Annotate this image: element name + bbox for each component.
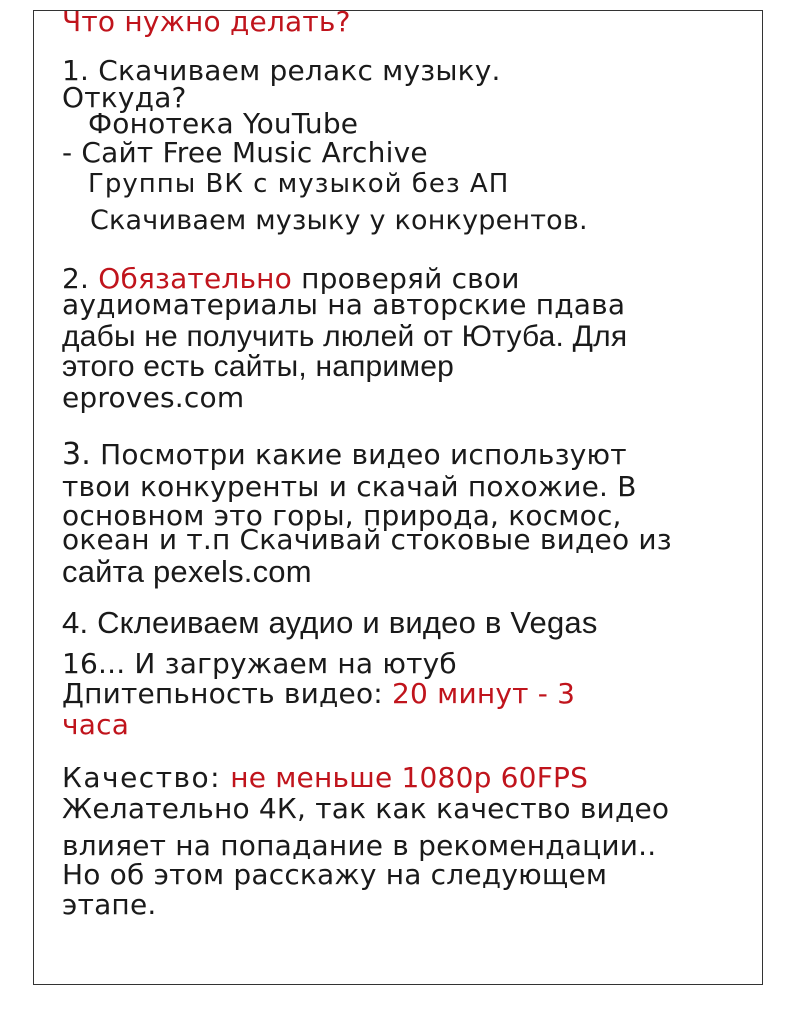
step4-duration-label: Дпитепьность видео: xyxy=(62,677,383,710)
step4-duration-value-cont: часа xyxy=(62,708,130,741)
step3-line-1 xyxy=(62,437,627,472)
step1-source-3: Группы ВК с музыкой без АП xyxy=(88,169,510,199)
step2-line1-rest: проверяй свои xyxy=(301,262,520,295)
quality-line-2: Желательно 4К, так как качество видео xyxy=(62,792,670,825)
step2-line-3: дабы не получить люлей от Ютуба. Для xyxy=(62,320,628,353)
quality-line-1 xyxy=(62,761,589,794)
step1-source-1: Фонотека YouTube xyxy=(88,107,359,140)
step1-source-2: - Сайт Free Music Archive xyxy=(62,136,428,169)
step3-number: 3. xyxy=(62,437,92,472)
step3-line-3: основном это горы, природа, космос, xyxy=(62,499,622,532)
step3-line1-rest: Посмотри какие видео используют xyxy=(100,438,627,471)
step4-duration-value: 20 минут - 3 xyxy=(392,677,576,710)
step3-line-2: твои конкуренты и скачай похожие. В xyxy=(62,470,637,503)
quality-line-5: этапе. xyxy=(62,888,157,921)
step1-where: Откуда? xyxy=(62,81,187,114)
step2-line-5: eproves.com xyxy=(62,381,245,414)
step1-source-4: Скачиваем музыку у конкурентов. xyxy=(90,205,588,236)
quality-line-4: Но об этом расскажу на следующем xyxy=(62,858,608,891)
step3-line-5: сайта pexels.com xyxy=(62,554,312,589)
step2-line-2: аудиоматериалы на авторские пдава xyxy=(62,288,626,321)
step1-title: 1. Скачиваем релакс музыку. xyxy=(62,54,501,87)
quality-value: не меньше 1080р 60FPS xyxy=(230,761,589,794)
step4-line-1: 4. Склеиваем аудио и видео в Vegas xyxy=(62,605,598,640)
slide-heading: Что нужно делать? xyxy=(62,5,351,38)
step4-duration-line xyxy=(62,677,576,710)
quality-label: Качество: xyxy=(62,761,222,794)
step2-line-4: этого есть сайты, например xyxy=(62,350,454,383)
quality-line-3: влияет на попадание в рекомендации.. xyxy=(62,829,657,862)
step3-line-4: океан и т.п Скачивай стоковые видео из xyxy=(62,523,672,556)
step2-number: 2. xyxy=(62,262,90,295)
step4-line-2: 16... И загружаем на ютуб xyxy=(62,647,457,680)
step2-highlight: Обязательно xyxy=(98,262,293,295)
